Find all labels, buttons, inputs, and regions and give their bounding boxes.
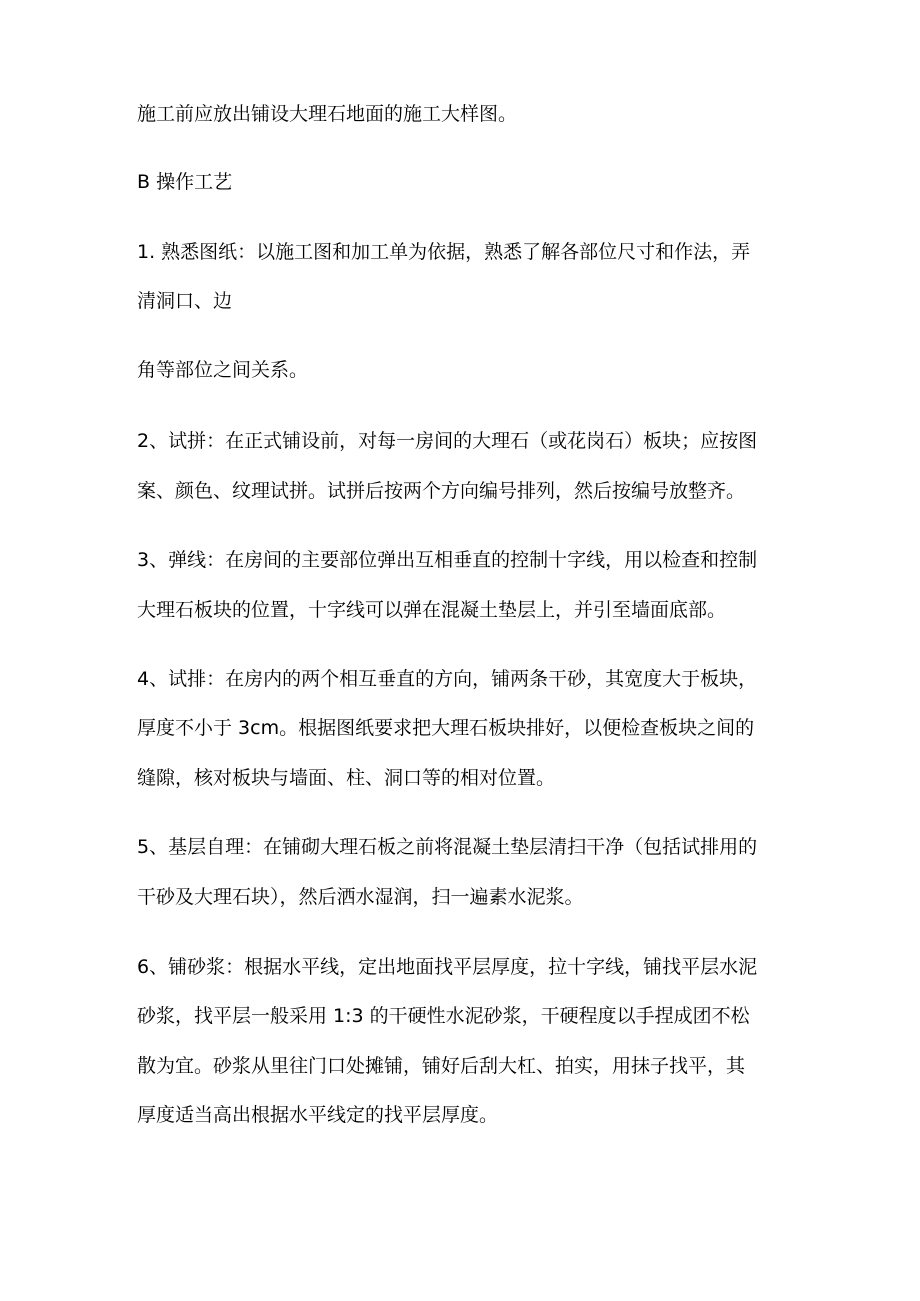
step-1-line-3: 角等部位之间关系。 (137, 359, 309, 381)
step-4-line-2: 厚度不小于 3cm。根据图纸要求把大理石板块排好，以便检查板块之间的 (137, 717, 755, 739)
step-1-line-1: 1. 熟悉图纸：以施工图和加工单为依据，熟悉了解各部位尺寸和作法，弄 (137, 241, 751, 263)
section-heading: B 操作工艺 (137, 171, 233, 193)
step-4-line-1: 4、试排：在房内的两个相互垂直的方向，铺两条干砂，其宽度大于板块， (137, 668, 758, 690)
step-2-line-2: 案、颜色、纹理试拼。试拼后按两个方向编号排列，然后按编号放整齐。 (137, 480, 746, 502)
step-1-line-2: 清洞口、边 (137, 290, 233, 312)
step-6-line-1: 6、铺砂浆：根据水平线，定出地面找平层厚度，拉十字线，铺找平层水泥 (137, 956, 758, 978)
step-4-line-3: 缝隙，核对板块与墙面、柱、洞口等的相对位置。 (137, 767, 556, 789)
step-5-line-1: 5、基层自理：在铺砌大理石板之前将混凝土垫层清扫干净（包括试排用的 (137, 836, 758, 858)
step-6-line-4: 厚度适当高出根据水平线定的找平层厚度。 (137, 1104, 499, 1126)
text-line-intro: 施工前应放出铺设大理石地面的施工大样图。 (137, 103, 518, 125)
step-5-line-2: 干砂及大理石块），然后洒水湿润，扫一遍素水泥浆。 (137, 886, 584, 908)
step-6-line-2: 砂浆，找平层一般采用 1:3 的干硬性水泥砂浆，干硬程度以手捏成团不松 (137, 1005, 750, 1027)
step-2-line-1: 2、试拼：在正式铺设前，对每一房间的大理石（或花岗石）板块；应按图 (137, 430, 758, 452)
step-3-line-2: 大理石板块的位置，十字线可以弹在混凝土垫层上，并引至墙面底部。 (137, 599, 727, 621)
step-3-line-1: 3、弹线：在房间的主要部位弹出互相垂直的控制十字线，用以检查和控制 (137, 549, 758, 571)
step-6-line-3: 散为宜。砂浆从里往门口处摊铺，铺好后刮大杠、拍实，用抹子找平，其 (137, 1055, 746, 1077)
